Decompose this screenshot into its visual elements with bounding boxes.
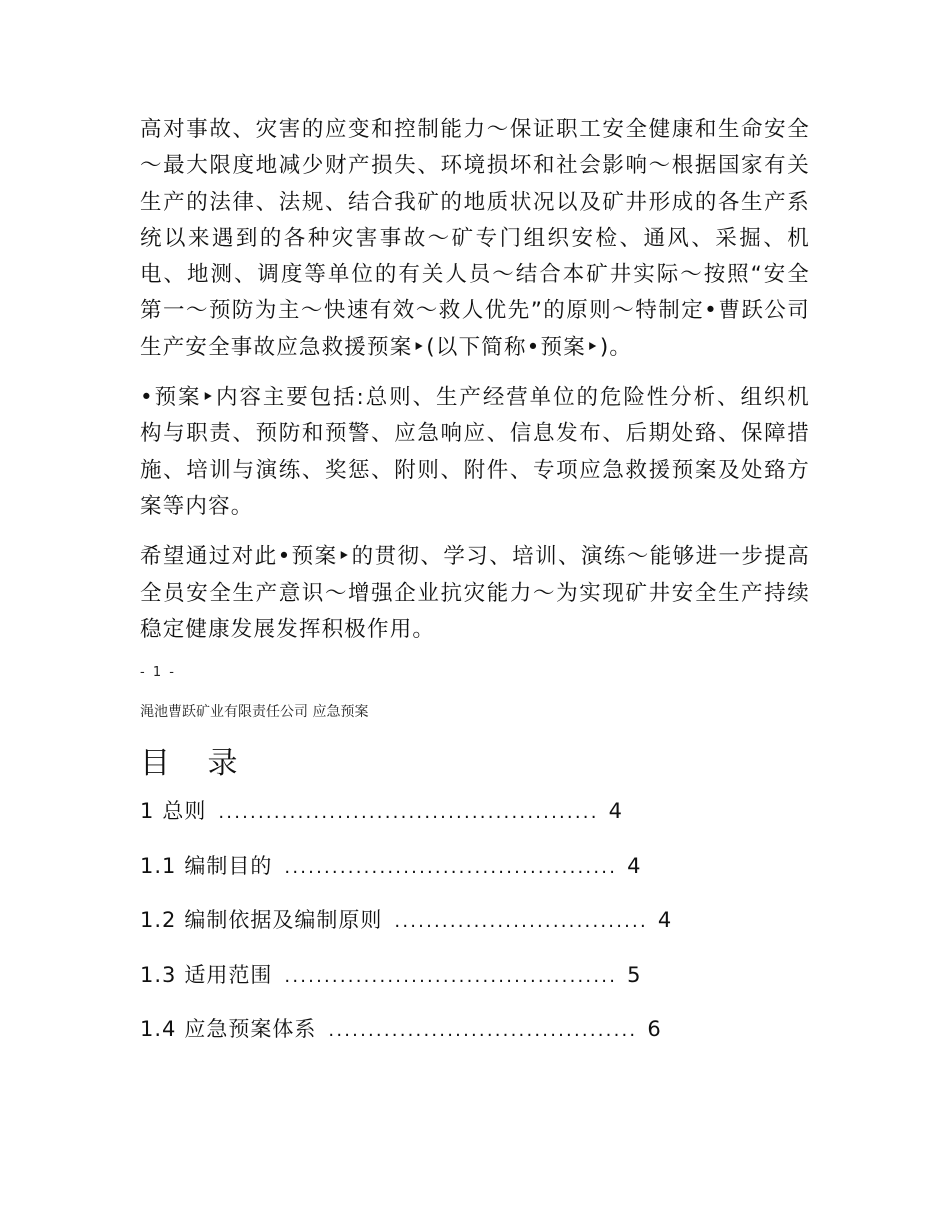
toc-entry-title: 总则: [162, 799, 207, 824]
page-number: - 1 -: [140, 665, 176, 681]
toc-entry[interactable]: [140, 851, 820, 906]
toc-dot-leader: ................................................: [218, 802, 599, 824]
body-paragraph-3: 希望通过对此•预案‣的贯彻、学习、培训、演练～能够进一步提高全员安全生产意识～增强企业抗灾能力～为实现矿井安全生产持续稳定健康发展发挥积极作用。: [140, 544, 810, 642]
toc-entry-page: 4: [627, 853, 642, 878]
document-page: [140, 112, 820, 1069]
toc-entry[interactable]: [140, 960, 820, 1015]
toc-entry-title: 应急预案体系: [184, 1017, 317, 1042]
toc-entry-number: 1.1: [140, 853, 177, 878]
toc-entry[interactable]: [140, 1014, 820, 1069]
toc-entry-number: 1.4: [140, 1017, 177, 1042]
toc-entry-number: 1: [140, 799, 155, 824]
toc-dot-leader: ..........................................: [284, 965, 618, 987]
running-header: 渑池曹跃矿业有限责任公司 应急预案: [140, 704, 369, 721]
toc-entry[interactable]: [140, 905, 820, 960]
toc-entry-number: 1.2: [140, 908, 177, 933]
toc-entry-page: 4: [657, 908, 673, 933]
toc-entry-page: 6: [647, 1017, 662, 1042]
table-of-contents: [140, 796, 820, 1069]
toc-entry-page: 4: [608, 799, 623, 824]
toc-entry[interactable]: [140, 796, 820, 851]
body-paragraph-2: •预案‣内容主要包括:总则、生产经营单位的危险性分析、组织机构与职责、预防和预警、应急响应、信息发布、后期处臵、保障措施、培训与演练、奖惩、附则、附件、专项应急救援预案及处臵方案等内容。: [140, 385, 810, 519]
toc-entry-title: 适用范围: [184, 962, 273, 987]
toc-entry-title: 编制依据及编制原则: [184, 908, 383, 933]
toc-entry-number: 1.3: [140, 962, 177, 987]
toc-dot-leader: ..........................................: [284, 856, 618, 878]
toc-title: 目 录: [140, 746, 252, 782]
toc-entry-title: 编制目的: [184, 853, 273, 878]
body-paragraph-1: 高对事故、灾害的应变和控制能力～保证职工安全健康和生命安全～最大限度地减少财产损失、环境损坏和社会影响～根据国家有关生产的法律、法规、结合我矿的地质状况以及矿井形成的各生产系统以来遇到的各种灾害事故～矿专门组织安检、通风、采掘、机电、地测、调度等单位的有关人员～结合本矿井实际～按照“安全第一～预防为主～快速有效～救人优先”的原则～特制定•曹跃公司生产安全事故应急救援预案‣(以下简称•预案‣)。: [140, 117, 810, 360]
toc-entry-page: 5: [627, 962, 642, 987]
toc-dot-leader: ................................: [394, 911, 648, 933]
toc-dot-leader: .......................................: [328, 1020, 638, 1042]
